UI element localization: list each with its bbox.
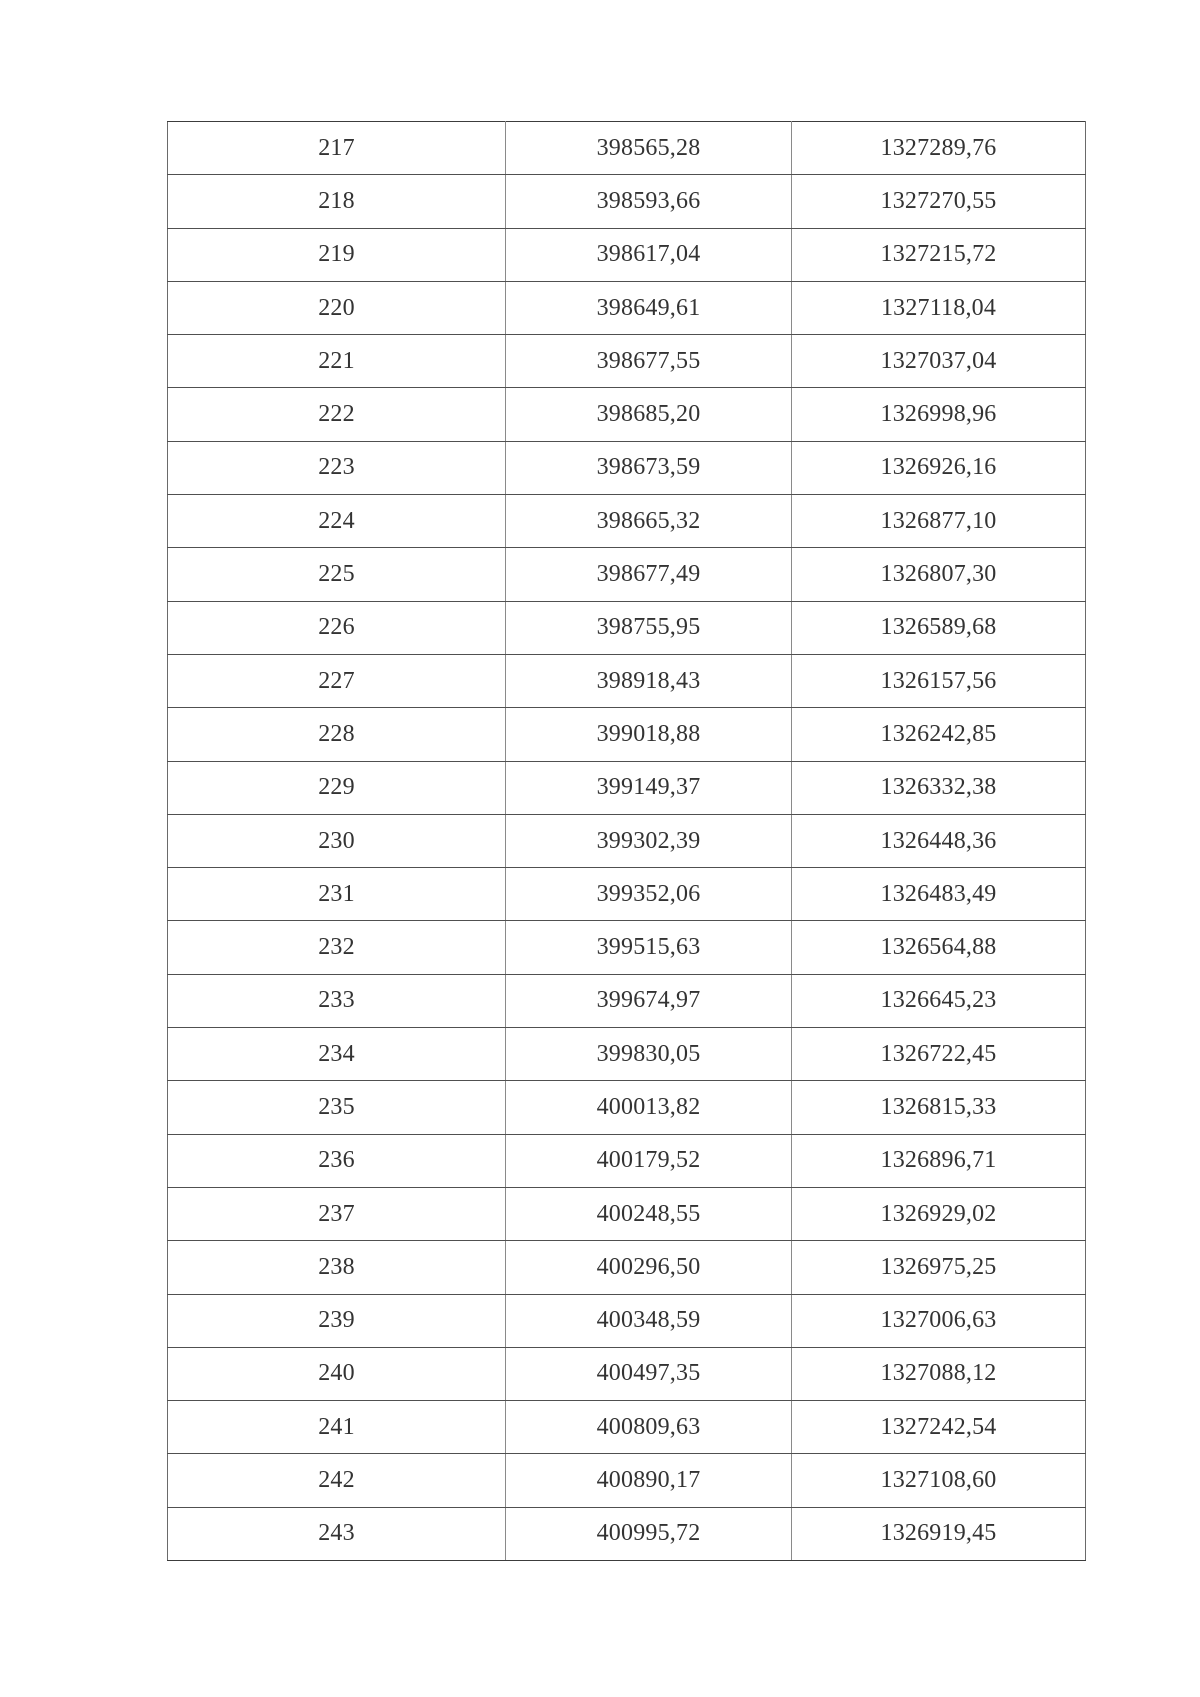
point-number-cell: 221 [168, 335, 506, 388]
table-row [168, 708, 1086, 761]
table-row [168, 281, 1086, 334]
x-coordinate-cell: 398677,49 [506, 548, 792, 601]
point-number-cell: 234 [168, 1028, 506, 1081]
x-coordinate-cell: 398665,32 [506, 495, 792, 548]
x-coordinate-cell: 400995,72 [506, 1507, 792, 1560]
x-coordinate-cell: 399830,05 [506, 1028, 792, 1081]
point-number-cell: 229 [168, 761, 506, 814]
x-coordinate-cell: 398918,43 [506, 654, 792, 707]
y-coordinate-cell: 1327242,54 [792, 1401, 1086, 1454]
x-coordinate-cell: 400497,35 [506, 1347, 792, 1400]
x-coordinate-cell: 399018,88 [506, 708, 792, 761]
y-coordinate-cell: 1326483,49 [792, 868, 1086, 921]
x-coordinate-cell: 400348,59 [506, 1294, 792, 1347]
x-coordinate-cell: 400179,52 [506, 1134, 792, 1187]
table-row [168, 601, 1086, 654]
y-coordinate-cell: 1326998,96 [792, 388, 1086, 441]
point-number-cell: 240 [168, 1347, 506, 1400]
y-coordinate-cell: 1327037,04 [792, 335, 1086, 388]
table-row [168, 441, 1086, 494]
point-number-cell: 235 [168, 1081, 506, 1134]
y-coordinate-cell: 1327108,60 [792, 1454, 1086, 1507]
x-coordinate-cell: 400013,82 [506, 1081, 792, 1134]
y-coordinate-cell: 1326975,25 [792, 1241, 1086, 1294]
point-number-cell: 230 [168, 814, 506, 867]
x-coordinate-cell: 398677,55 [506, 335, 792, 388]
y-coordinate-cell: 1326564,88 [792, 921, 1086, 974]
table-row [168, 814, 1086, 867]
point-number-cell: 217 [168, 122, 506, 175]
table-row [168, 1241, 1086, 1294]
point-number-cell: 233 [168, 974, 506, 1027]
table-row [168, 388, 1086, 441]
table-row [168, 1347, 1086, 1400]
x-coordinate-cell: 398649,61 [506, 281, 792, 334]
table-row [168, 921, 1086, 974]
point-number-cell: 222 [168, 388, 506, 441]
table-row [168, 1134, 1086, 1187]
point-number-cell: 242 [168, 1454, 506, 1507]
point-number-cell: 227 [168, 654, 506, 707]
table-row [168, 868, 1086, 921]
x-coordinate-cell: 400248,55 [506, 1187, 792, 1240]
point-number-cell: 238 [168, 1241, 506, 1294]
table-row [168, 548, 1086, 601]
point-number-cell: 225 [168, 548, 506, 601]
table-row [168, 122, 1086, 175]
table-row [168, 1081, 1086, 1134]
x-coordinate-cell: 398685,20 [506, 388, 792, 441]
x-coordinate-cell: 399674,97 [506, 974, 792, 1027]
point-number-cell: 231 [168, 868, 506, 921]
y-coordinate-cell: 1326815,33 [792, 1081, 1086, 1134]
x-coordinate-cell: 399352,06 [506, 868, 792, 921]
y-coordinate-cell: 1327215,72 [792, 228, 1086, 281]
table-row [168, 335, 1086, 388]
y-coordinate-cell: 1326242,85 [792, 708, 1086, 761]
point-number-cell: 239 [168, 1294, 506, 1347]
y-coordinate-cell: 1327118,04 [792, 281, 1086, 334]
x-coordinate-cell: 399302,39 [506, 814, 792, 867]
y-coordinate-cell: 1326807,30 [792, 548, 1086, 601]
point-number-cell: 223 [168, 441, 506, 494]
x-coordinate-cell: 399149,37 [506, 761, 792, 814]
table-row [168, 1294, 1086, 1347]
point-number-cell: 219 [168, 228, 506, 281]
x-coordinate-cell: 398673,59 [506, 441, 792, 494]
x-coordinate-cell: 399515,63 [506, 921, 792, 974]
table-row [168, 1454, 1086, 1507]
y-coordinate-cell: 1326645,23 [792, 974, 1086, 1027]
table-row [168, 1507, 1086, 1560]
table-row [168, 974, 1086, 1027]
y-coordinate-cell: 1326722,45 [792, 1028, 1086, 1081]
point-number-cell: 243 [168, 1507, 506, 1560]
y-coordinate-cell: 1326448,36 [792, 814, 1086, 867]
x-coordinate-cell: 400296,50 [506, 1241, 792, 1294]
point-number-cell: 228 [168, 708, 506, 761]
table-row [168, 654, 1086, 707]
point-number-cell: 237 [168, 1187, 506, 1240]
coordinates-table-body [168, 122, 1086, 1561]
table-row [168, 175, 1086, 228]
point-number-cell: 236 [168, 1134, 506, 1187]
point-number-cell: 218 [168, 175, 506, 228]
y-coordinate-cell: 1326896,71 [792, 1134, 1086, 1187]
point-number-cell: 220 [168, 281, 506, 334]
x-coordinate-cell: 400890,17 [506, 1454, 792, 1507]
table-row [168, 1401, 1086, 1454]
y-coordinate-cell: 1326877,10 [792, 495, 1086, 548]
x-coordinate-cell: 398755,95 [506, 601, 792, 654]
x-coordinate-cell: 400809,63 [506, 1401, 792, 1454]
y-coordinate-cell: 1326332,38 [792, 761, 1086, 814]
y-coordinate-cell: 1327006,63 [792, 1294, 1086, 1347]
table-row [168, 761, 1086, 814]
y-coordinate-cell: 1326929,02 [792, 1187, 1086, 1240]
table-row [168, 228, 1086, 281]
point-number-cell: 226 [168, 601, 506, 654]
x-coordinate-cell: 398565,28 [506, 122, 792, 175]
y-coordinate-cell: 1326157,56 [792, 654, 1086, 707]
y-coordinate-cell: 1327088,12 [792, 1347, 1086, 1400]
y-coordinate-cell: 1326926,16 [792, 441, 1086, 494]
y-coordinate-cell: 1327289,76 [792, 122, 1086, 175]
y-coordinate-cell: 1326589,68 [792, 601, 1086, 654]
y-coordinate-cell: 1326919,45 [792, 1507, 1086, 1560]
x-coordinate-cell: 398593,66 [506, 175, 792, 228]
point-number-cell: 241 [168, 1401, 506, 1454]
x-coordinate-cell: 398617,04 [506, 228, 792, 281]
table-row [168, 1187, 1086, 1240]
point-number-cell: 232 [168, 921, 506, 974]
table-row [168, 1028, 1086, 1081]
y-coordinate-cell: 1327270,55 [792, 175, 1086, 228]
point-number-cell: 224 [168, 495, 506, 548]
coordinates-table [167, 121, 1086, 1561]
table-row [168, 495, 1086, 548]
